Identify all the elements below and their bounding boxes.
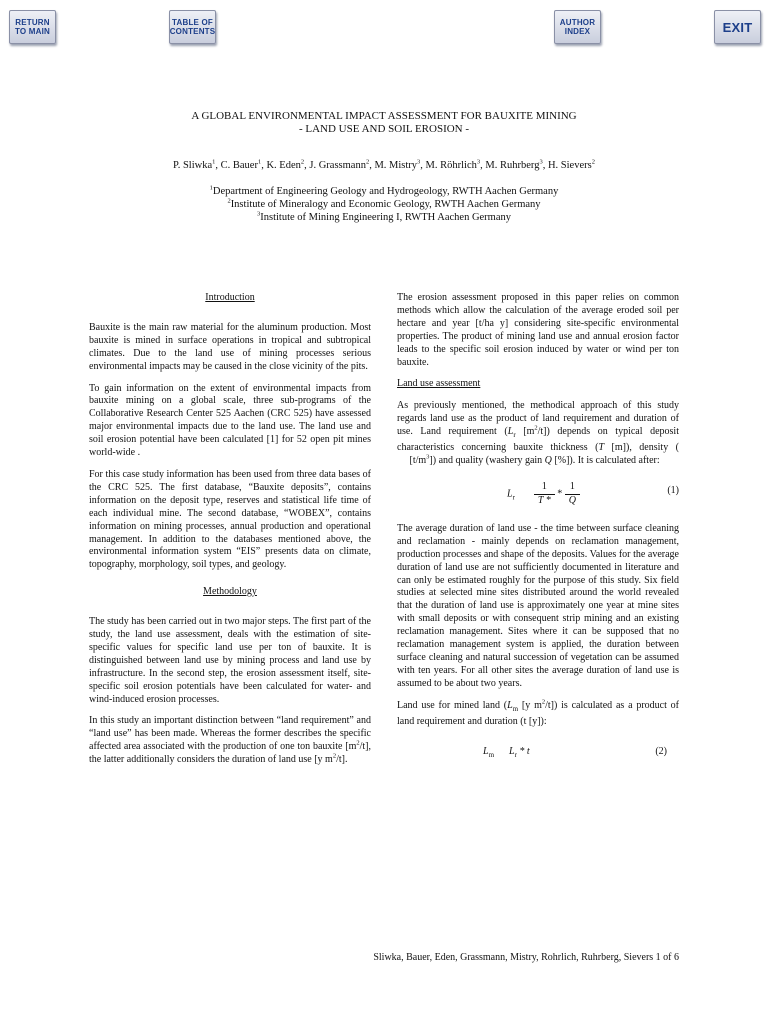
author-list: P. Sliwka$^1$, C. Bauer$^1$, K. Eden$^2$, J. Grassmann$^2$, M. Mistry$^3$, M. Röhrlich$^3$, M. Ruhrberg$^3$, H. Sievers$^2$ [173, 158, 595, 171]
paper-title: A GLOBAL ENVIRONMENTAL IMPACT ASSESSMENT FOR BAUXITE MINING [191, 110, 577, 122]
author-name: J. Grassmann [309, 160, 366, 171]
land-use-assessment-heading: Land use assessment [397, 378, 481, 390]
duration-paragraph: The average duration of land use - the time between surface cleaning and reclamation - mainly depends on reclamation management, production processes and shape of the deposits. Values for the average duration of land use are not sufficiently documented in literature and can only be estimated roughly for the purpose of this study. Six field studies at selected mine sites distributed around the world revealed that the duration of land use is approximately one year at mine sites with small deposits or with consequent strip mining and an existing reclamation management. Sites where it can be supposed that no reclamation management system is applied, the duration between surface cleaning and natural succession of vegetation can be assumed with ten years. For all other sites the average duration of land use is assumed to be about two years. [397, 522, 679, 689]
equation-1-number: (1) [667, 484, 679, 496]
affiliation-line: $^1$Department of Engineering Geology and Hydrogeology, RWTH Aachen Germany [209, 184, 559, 197]
author-name: H. Sievers [547, 160, 592, 171]
erosion-paragraph: The erosion assessment proposed in this paper relies on common methods which allow the calculation of the average eroded soil per hectare and year [t/ha y] considering site-specific environmental properties. The product of mining land use and annual erosion factor leads to the specific soil erosion induced by water or wind per ton bauxite. [397, 292, 679, 368]
equation-2: $L_m$ $L_r$ * t (2) [483, 746, 667, 760]
return-to-main-button[interactable]: RETURN TO MAIN [9, 10, 56, 44]
methodology-heading: Methodology [203, 586, 257, 598]
author-affiliation-marker: 2 [300, 158, 305, 166]
method-paragraph-2: In this study an important distinction between “land requirement” and “land use” has been made. Whereas the former describes the specific affected area associated with the production of one ton bauxite $[m^2/t]$, the latter additionally considers the duration of land use [y $m^2/t$]. [89, 715, 371, 766]
author-affiliation-marker: 3 [539, 158, 543, 166]
equation-2-number: (2) [655, 746, 667, 758]
intro-paragraph-3: For this case study information has been used from three data bases of the CRC 525. The first database, “Bauxite deposits”, contains information on the deposit type, reserves and statistical life time of each individual mine. The second database, “WOBEX”, contains information on mining processes, annual production and operational management. In addition to the databases mentioned above, the environmental information system “EIS” presents data on climate, topography, morphology, soil types, and geology. [89, 468, 371, 571]
author-index-button[interactable]: AUTHOR INDEX [554, 10, 601, 44]
author-affiliation-marker: 3 [476, 158, 481, 166]
equation-1: $L_r$ $\frac{1}{T *}$ * $\frac{1}{Q}$ (1) [507, 480, 679, 506]
left-column [89, 292, 371, 776]
paper-subtitle: - LAND USE AND SOIL EROSION - [298, 123, 470, 135]
author-affiliation-marker: 1 [257, 158, 262, 166]
author-name: C. Bauer [220, 160, 258, 171]
author-affiliation-marker: 1 [212, 158, 216, 166]
affiliation-line: $^3$Institute of Mining Engineering I, RWTH Aachen Germany [256, 210, 512, 223]
exit-button[interactable]: EXIT [714, 10, 761, 44]
affiliation-line: $^2$Institute of Mineralogy and Economic Geology, RWTH Aachen Germany [227, 197, 541, 210]
author-name: M. Röhrlich [425, 160, 477, 171]
land-requirement-paragraph: As previously mentioned, the methodical approach of this study regards land use as the product of land requirement and duration of use. Land requirement ($L_r$ $[m^2/t]$) depends on typical deposit characteristics concerning bauxite thickness (T [m]), density ( $[t/m^3]$) and quality (washery gain Q [%]). It is calculated after: [397, 400, 679, 466]
author-name: M. Mistry [374, 160, 418, 171]
page-footer: Sliwka, Bauer, Eden, Grassmann, Mistry, Rohrlich, Ruhrberg, Sievers 1 of 6 [373, 952, 679, 963]
author-affiliation-marker: 2 [365, 158, 370, 166]
author-affiliation-marker: 2 [591, 158, 595, 166]
method-paragraph-1: The study has been carried out in two major steps. The first part of the study, the land use assessment, deals with the estimation of site-specific values for specific land use per ton of bauxite. It is distinguished between land use by mining process and land use by infrastructure. In the second step, the erosion assessment itself, site-specific soil erosion potentials have been calculated for water- and wind-induced erosion processes. [89, 616, 371, 705]
affiliation-list [0, 185, 768, 224]
table-of-contents-button[interactable]: TABLE OF CONTENTS [169, 10, 216, 44]
right-column [397, 292, 679, 772]
author-name: P. Sliwka [173, 160, 213, 171]
intro-paragraph-2: To gain information on the extent of environmental impacts from bauxite mining on a global scale, three sub-programs of the Collaborative Research Center 525 Aachen (CRC 525) have assessed major environmental impacts due to the land use. The land use and soil erosion potential have been calculated [1] for 52 open pit mines world-wide . [89, 382, 371, 459]
introduction-heading: Introduction [205, 292, 255, 303]
author-affiliation-marker: 3 [417, 158, 421, 166]
author-name: K. Eden [266, 160, 301, 171]
mined-land-paragraph: Land use for mined land ($L_m$ [y $m^2/t$]) is calculated as a product of land requirement and duration (t [y]): [397, 698, 680, 727]
author-name: M. Ruhrberg [485, 160, 540, 171]
intro-paragraph-1: Bauxite is the main raw material for the aluminum production. Most bauxite is mined in surface operations in tropical and subtropical climates. Due to the land use of mining processes serious environmental impacts may be caused in the close vicinity of the pits. [89, 321, 371, 372]
